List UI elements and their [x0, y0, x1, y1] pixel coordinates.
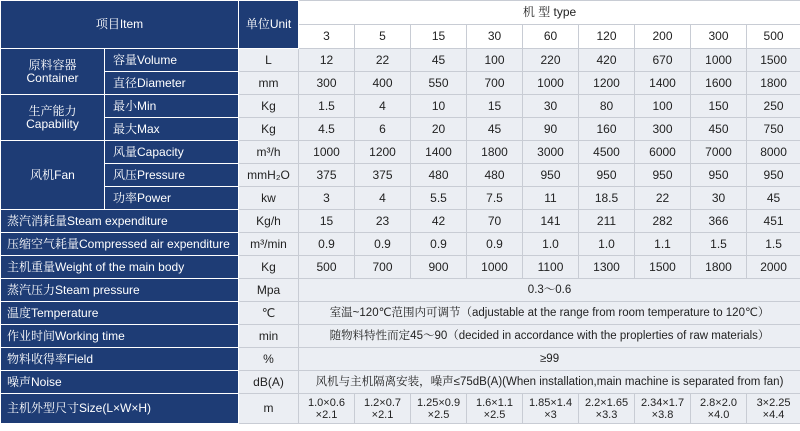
cell-value: 10 — [411, 95, 467, 118]
row-unit: kw — [239, 187, 299, 210]
cell-value: 1.0×0.6 ×2.1 — [299, 394, 355, 424]
model-15: 15 — [411, 25, 467, 49]
cell-value: 150 — [691, 95, 747, 118]
row-unit: Kg/h — [239, 210, 299, 233]
cell-value: 950 — [691, 164, 747, 187]
cell-value: 211 — [579, 210, 635, 233]
cell-value: 90 — [523, 118, 579, 141]
cell-value: 300 — [635, 118, 691, 141]
cell-value: 0.9 — [299, 233, 355, 256]
table-row — [1, 187, 800, 210]
cell-value: 1100 — [523, 256, 579, 279]
row-label: 直径Diameter — [105, 72, 239, 95]
cell-value: 0.9 — [467, 233, 523, 256]
cell-value: 1000 — [467, 256, 523, 279]
cell-value: 1.0 — [579, 233, 635, 256]
cell-value: 30 — [523, 95, 579, 118]
cell-value: 1800 — [747, 72, 800, 95]
row-unit: Kg — [239, 256, 299, 279]
cell-value: 6 — [355, 118, 411, 141]
cell-value: 4 — [355, 95, 411, 118]
table-row — [1, 95, 800, 118]
row-unit: Mpa — [239, 279, 299, 302]
cell-value: 950 — [523, 164, 579, 187]
row-label: 压缩空气耗量Compressed air expenditure — [1, 233, 239, 256]
cell-value: 15 — [299, 210, 355, 233]
cell-value: 4500 — [579, 141, 635, 164]
cell-value: 282 — [635, 210, 691, 233]
cell-value: 45 — [747, 187, 800, 210]
cell-value: 4.5 — [299, 118, 355, 141]
cell-value: 3000 — [523, 141, 579, 164]
row-unit: m — [239, 394, 299, 424]
table-row — [1, 279, 800, 302]
row-unit: % — [239, 348, 299, 371]
row-unit: L — [239, 49, 299, 72]
row-unit: min — [239, 325, 299, 348]
cell-value: 451 — [747, 210, 800, 233]
cell-value: 0.9 — [355, 233, 411, 256]
cell-value: 900 — [411, 256, 467, 279]
cell-value: 1.2×0.7 ×2.1 — [355, 394, 411, 424]
cell-value: 1.5 — [299, 95, 355, 118]
model-200: 200 — [635, 25, 691, 49]
cell-value: 22 — [355, 49, 411, 72]
cell-value: 1000 — [299, 141, 355, 164]
row-label: 容量Volume — [105, 49, 239, 72]
cell-value: 80 — [579, 95, 635, 118]
cell-value: 300 — [299, 72, 355, 95]
row-label: 作业时间Working time — [1, 325, 239, 348]
row-label: 风压Pressure — [105, 164, 239, 187]
cell-value: 30 — [691, 187, 747, 210]
cell-value: 70 — [467, 210, 523, 233]
cell-value: 950 — [747, 164, 800, 187]
cell-value: 480 — [467, 164, 523, 187]
table-row — [1, 72, 800, 95]
row-span-value: 风机与主机隔离安装，噪声≤75dB(A)(When installation,main machine is separated from fan) — [299, 371, 800, 394]
cell-value: 3 — [299, 187, 355, 210]
table-row — [1, 164, 800, 187]
cell-value: 23 — [355, 210, 411, 233]
cell-value: 45 — [411, 49, 467, 72]
cell-value: 550 — [411, 72, 467, 95]
cell-value: 1.5 — [691, 233, 747, 256]
model-5: 5 — [355, 25, 411, 49]
model-60: 60 — [523, 25, 579, 49]
cell-value: 7.5 — [467, 187, 523, 210]
row-label: 蒸汽压力Steam pressure — [1, 279, 239, 302]
row-label: 最大Max — [105, 118, 239, 141]
cell-value: 2.34×1.7 ×3.8 — [635, 394, 691, 424]
group-container: 原料容器 Container — [1, 49, 105, 95]
table-row — [1, 233, 800, 256]
model-300: 300 — [691, 25, 747, 49]
cell-value: 1200 — [355, 141, 411, 164]
row-span-value: 随物料特性而定45～90（decided in accordance with the proplerties of raw materials） — [299, 325, 800, 348]
cell-value: 11 — [523, 187, 579, 210]
table-row — [1, 348, 800, 371]
cell-value: 1.25×0.9 ×2.5 — [411, 394, 467, 424]
table-row — [1, 118, 800, 141]
cell-value: 950 — [579, 164, 635, 187]
cell-value: 1200 — [579, 72, 635, 95]
cell-value: 45 — [467, 118, 523, 141]
row-unit: m³/h — [239, 141, 299, 164]
row-unit: dB(A) — [239, 371, 299, 394]
row-unit: ℃ — [239, 302, 299, 325]
row-label: 温度Temperature — [1, 302, 239, 325]
row-unit: m³/min — [239, 233, 299, 256]
cell-value: 420 — [579, 49, 635, 72]
cell-value: 1400 — [411, 141, 467, 164]
table-row — [1, 256, 800, 279]
row-unit: Kg — [239, 95, 299, 118]
cell-value: 1000 — [523, 72, 579, 95]
cell-value: 5.5 — [411, 187, 467, 210]
row-label: 最小Min — [105, 95, 239, 118]
row-unit: mm — [239, 72, 299, 95]
table-row — [1, 325, 800, 348]
cell-value: 1500 — [747, 49, 800, 72]
group-fan: 风机Fan — [1, 141, 105, 210]
cell-value: 950 — [635, 164, 691, 187]
cell-value: 7000 — [691, 141, 747, 164]
cell-value: 670 — [635, 49, 691, 72]
cell-value: 1.0 — [523, 233, 579, 256]
cell-value: 100 — [635, 95, 691, 118]
cell-value: 700 — [467, 72, 523, 95]
model-3: 3 — [299, 25, 355, 49]
cell-value: 366 — [691, 210, 747, 233]
cell-value: 1.85×1.4 ×3 — [523, 394, 579, 424]
cell-value: 2000 — [747, 256, 800, 279]
cell-value: 1800 — [467, 141, 523, 164]
cell-value: 4 — [355, 187, 411, 210]
cell-value: 42 — [411, 210, 467, 233]
cell-value: 480 — [411, 164, 467, 187]
row-unit: mmH₂O — [239, 164, 299, 187]
row-label: 主机重量Weight of the main body — [1, 256, 239, 279]
cell-value: 1.1 — [635, 233, 691, 256]
row-span-value: 0.3～0.6 — [299, 279, 800, 302]
group-capability: 生产能力 Capability — [1, 95, 105, 141]
cell-value: 6000 — [635, 141, 691, 164]
cell-value: 8000 — [747, 141, 800, 164]
row-label: 噪声Noise — [1, 371, 239, 394]
table-row — [1, 210, 800, 233]
header-item: 项目Item — [1, 1, 239, 49]
row-label: 风量Capacity — [105, 141, 239, 164]
cell-value: 375 — [355, 164, 411, 187]
cell-value: 0.9 — [411, 233, 467, 256]
cell-value: 100 — [467, 49, 523, 72]
table-row — [1, 49, 800, 72]
table-row — [1, 371, 800, 394]
cell-value: 3×2.25 ×4.4 — [747, 394, 800, 424]
cell-value: 1.6×1.1 ×2.5 — [467, 394, 523, 424]
cell-value: 15 — [467, 95, 523, 118]
row-span-value: ≥99 — [299, 348, 800, 371]
header-type: 机 型 type — [299, 1, 800, 25]
cell-value: 12 — [299, 49, 355, 72]
header-unit: 单位Unit — [239, 1, 299, 49]
row-span-value: 室温~120℃范围内可调节（adjustable at the range from room temperature to 120℃） — [299, 302, 800, 325]
cell-value: 2.8×2.0 ×4.0 — [691, 394, 747, 424]
cell-value: 22 — [635, 187, 691, 210]
cell-value: 18.5 — [579, 187, 635, 210]
cell-value: 375 — [299, 164, 355, 187]
row-label: 功率Power — [105, 187, 239, 210]
row-label: 主机外型尺寸Size(L×W×H) — [1, 394, 239, 424]
row-label: 物料收得率Field — [1, 348, 239, 371]
cell-value: 220 — [523, 49, 579, 72]
row-unit: Kg — [239, 118, 299, 141]
table-row — [1, 302, 800, 325]
cell-value: 1.5 — [747, 233, 800, 256]
model-30: 30 — [467, 25, 523, 49]
cell-value: 400 — [355, 72, 411, 95]
cell-value: 1600 — [691, 72, 747, 95]
cell-value: 1400 — [635, 72, 691, 95]
row-label: 蒸汽消耗量Steam expenditure — [1, 210, 239, 233]
cell-value: 141 — [523, 210, 579, 233]
cell-value: 160 — [579, 118, 635, 141]
cell-value: 700 — [355, 256, 411, 279]
table-row — [1, 394, 800, 424]
cell-value: 750 — [747, 118, 800, 141]
cell-value: 450 — [691, 118, 747, 141]
cell-value: 1000 — [691, 49, 747, 72]
cell-value: 1500 — [635, 256, 691, 279]
model-500: 500 — [747, 25, 800, 49]
cell-value: 250 — [747, 95, 800, 118]
cell-value: 2.2×1.65 ×3.3 — [579, 394, 635, 424]
cell-value: 1300 — [579, 256, 635, 279]
cell-value: 1800 — [691, 256, 747, 279]
cell-value: 500 — [299, 256, 355, 279]
cell-value: 20 — [411, 118, 467, 141]
table-row — [1, 141, 800, 164]
model-120: 120 — [579, 25, 635, 49]
